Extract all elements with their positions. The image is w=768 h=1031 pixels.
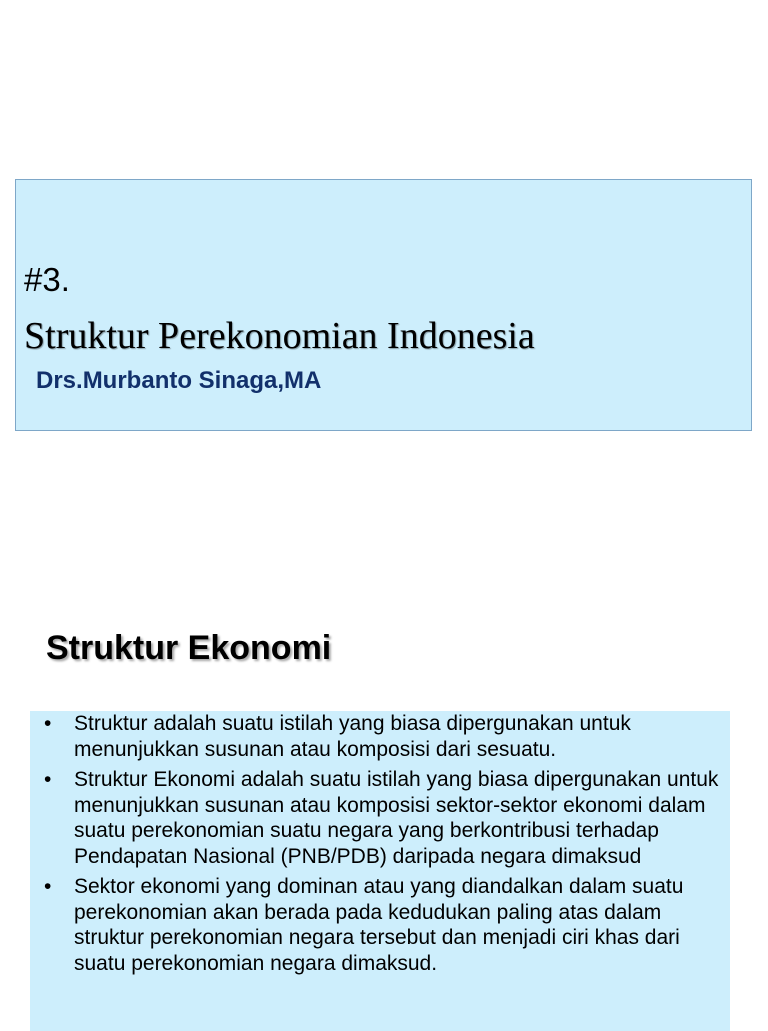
bullet-item: [42, 767, 724, 869]
bullet-icon: •: [44, 712, 52, 735]
bullet-icon: •: [44, 768, 52, 791]
bullet-box: [30, 711, 730, 1031]
bullet-text: Struktur Ekonomi adalah suatu istilah yang biasa dipergunakan untuk menunjukkan susunan atau komposisi sektor-sektor ekonomi dalam suatu perekonomian suatu negara yang berkontribusi terhadap Pendapatan Nasional (PNB/PDB) daripada negara dimaksud: [74, 768, 719, 868]
bullet-icon: •: [44, 875, 52, 898]
slide-number: #3.: [24, 261, 70, 298]
bullet-item: [42, 711, 724, 762]
bullet-item: [42, 874, 724, 976]
slide-title: Struktur Perekonomian Indonesia: [24, 315, 535, 357]
bullet-text: Sektor ekonomi yang dominan atau yang diandalkan dalam suatu perekonomian akan berada pada kedudukan paling atas dalam struktur perekonomian negara tersebut dan menjadi ciri khas dari suatu perekonomian negara dimaksud.: [74, 875, 684, 975]
title-slide-box: [15, 179, 752, 431]
slide-author: Drs.Murbanto Sinaga,MA: [36, 367, 322, 394]
section-heading: Struktur Ekonomi: [46, 629, 332, 667]
bullet-text: Struktur adalah suatu istilah yang biasa dipergunakan untuk menunjukkan susunan atau komposisi dari sesuatu.: [74, 712, 631, 761]
bullet-list: [42, 711, 724, 976]
